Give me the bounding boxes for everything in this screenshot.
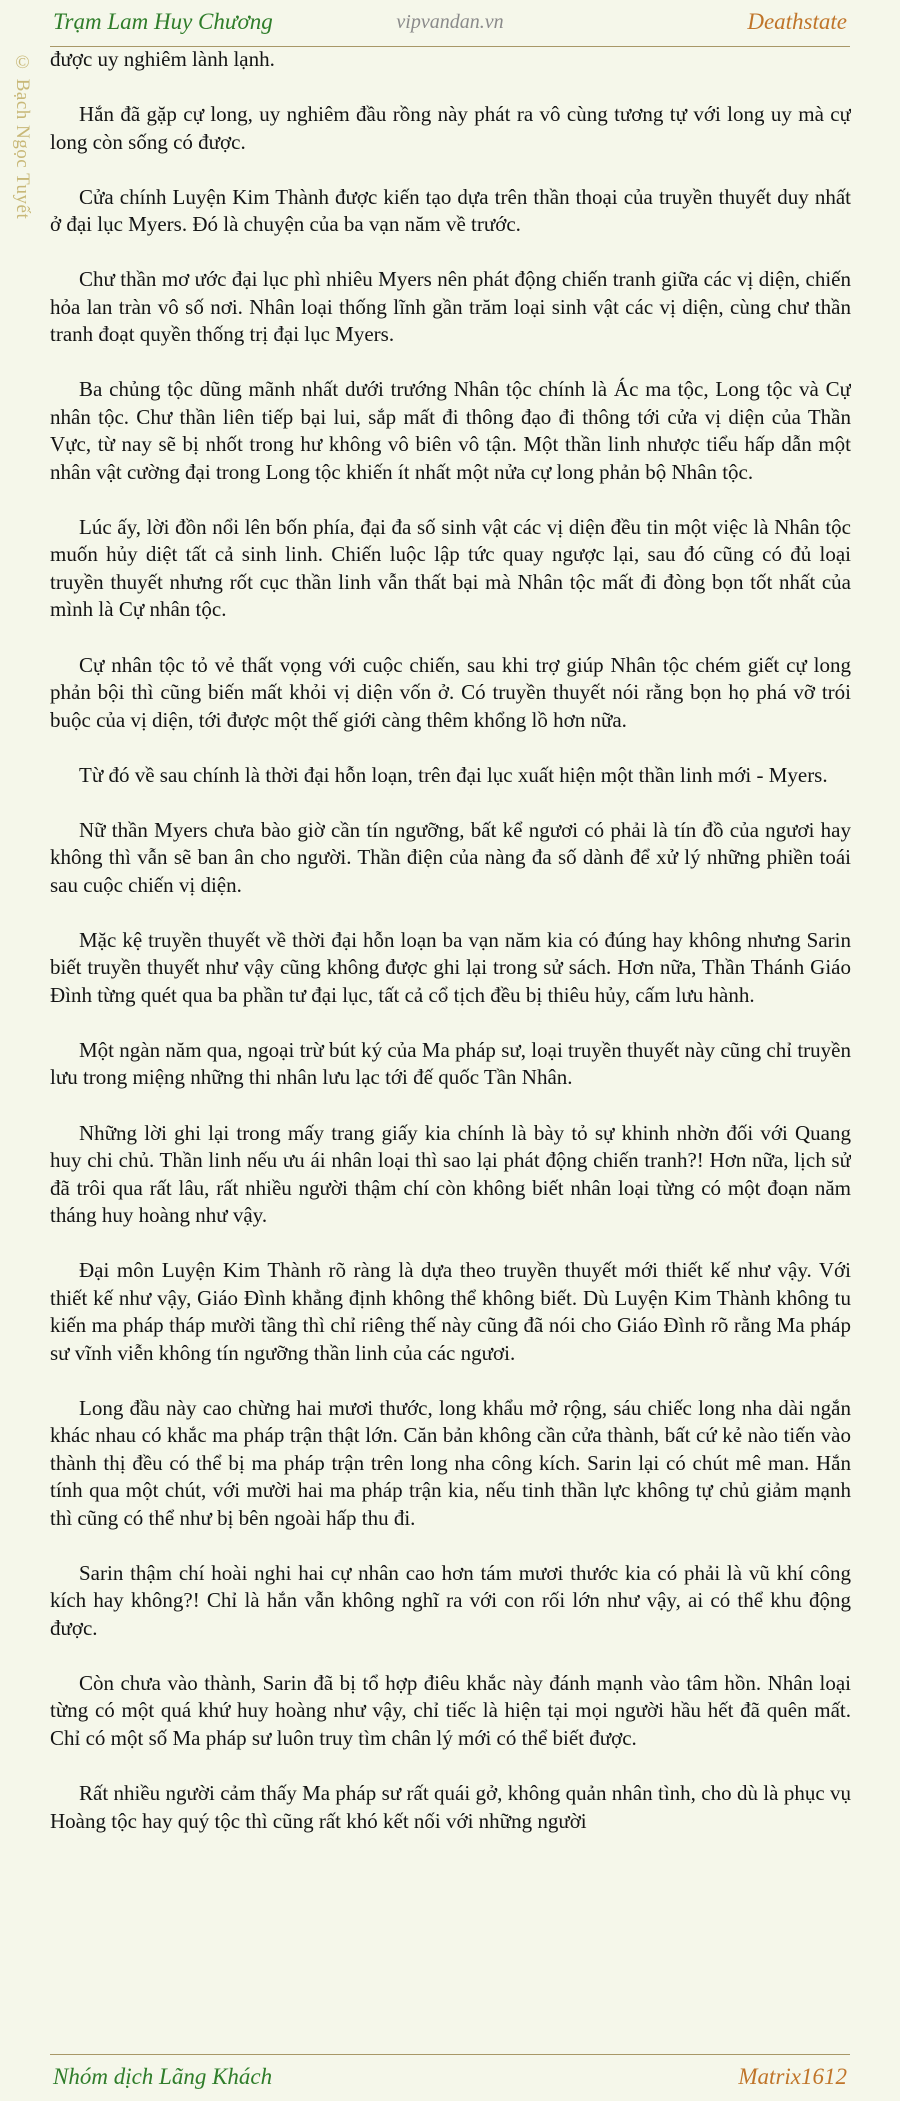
copyright-watermark: © Bạch Ngọc Tuyết [12,52,33,220]
footer-editor: Matrix1612 [738,2064,847,2089]
paragraph-14: Long đầu này cao chừng hai mươi thước, long khẩu mở rộng, sáu chiếc long nha dài ngắn khác nhau có khắc ma pháp trận thật lớn. Căn bản không cần cửa thành, bất cứ kẻ nào tiến vào thành thị đều có thể bị ma pháp trận trên long nha công kích. Sarin lại có chút mê man. Hắn tính qua một chút, với mười hai ma pháp trận kia, nếu tinh thần lực không tự chủ giảm mạnh thì cũng có thể như bị bên ngoài hấp thu đi. [50,1395,851,1530]
paragraph-4: Chư thần mơ ước đại lục phì nhiêu Myers nên phát động chiến tranh giữa các vị diện, chiến hỏa lan tràn vô số nơi. Nhân loại thống lĩnh gần trăm loại sinh vật các vị diện, cùng chư thần tranh đoạt quyền thống trị đại lục Myers. [50,267,851,347]
page-footer [50,2054,850,2101]
paragraph-16: Còn chưa vào thành, Sarin đã bị tổ hợp điêu khắc này đánh mạnh vào tâm hồn. Nhân loại từng có một quá khứ huy hoàng như vậy, chỉ tiếc là hiện tại mọi người hầu hết đã quên mất. Chỉ có một số Ma pháp sư luôn truy tìm chân lý mới có thể biết được. [50,1670,851,1750]
paragraph-13: Đại môn Luyện Kim Thành rõ ràng là dựa theo truyền thuyết mới thiết kế như vậy. Với thiết kế như vậy, Giáo Đình khẳng định không thể không biết. Dù Luyện Kim Thành không tu kiến ma pháp tháp mười tầng thì chỉ riêng thế này cũng đã nói cho Giáo Đình rõ rằng Ma pháp sư vĩnh viễn không tín ngưỡng thần linh của các ngươi. [50,1258,851,1365]
page-header [50,0,850,47]
header-book-title: Trạm Lam Huy Chương [53,9,273,34]
paragraph-7: Cự nhân tộc tỏ vẻ thất vọng với cuộc chiến, sau khi trợ giúp Nhân tộc chém giết cự long phản bội thì cũng biến mất khỏi vị diện vốn ở. Có truyền thuyết nói rằng bọn họ phá vỡ trói buộc của vị diện, tới được một thế giới càng thêm khổng lồ hơn nữa. [50,652,851,732]
paragraph-9: Nữ thần Myers chưa bào giờ cần tín ngưỡng, bất kể ngươi có phải là tín đồ của ngươi hay không thì vẫn sẽ ban ân cho người. Thần điện của nàng đa số dành để xử lý những phiền toái sau cuộc chiến vị diện. [50,817,851,897]
paragraph-10: Mặc kệ truyền thuyết về thời đại hỗn loạn ba vạn năm kia có đúng hay không nhưng Sarin biết truyền thuyết như vậy cũng không được ghi lại trong sử sách. Hơn nữa, Thần Thánh Giáo Đình từng quét qua ba phần tư đại lục, tất cả cổ tịch đều bị thiêu hủy, cấm lưu hành. [50,927,851,1007]
paragraph-5: Ba chủng tộc dũng mãnh nhất dưới trướng Nhân tộc chính là Ác ma tộc, Long tộc và Cự nhân tộc. Chư thần liên tiếp bại lui, sắp mất đi thông đạo đi thông tới cửa vị diện của Thần Vực, từ nay sẽ bị nhốt trong hư không vô biên vô tận. Một thần linh nhược tiểu hấp dẫn một nhân vật cường đại trong Long tộc khiến ít nhất một nửa cự long phản bộ Nhân tộc. [50,377,851,484]
chapter-body [50,46,851,2041]
paragraph-15: Sarin thậm chí hoài nghi hai cự nhân cao hơn tám mươi thước kia có phải là vũ khí công kích hay không?! Chỉ là hắn vẫn không nghĩ ra với con rối lớn như vậy, ai có thể khu động được. [50,1560,851,1640]
paragraph-17: Rất nhiều người cảm thấy Ma pháp sư rất quái gở, không quản nhân tình, cho dù là phục vụ Hoàng tộc hay quý tộc thì cũng rất khó kết nối với những người [50,1781,851,1833]
header-site-url: vipvandan.vn [396,11,504,33]
paragraph-12: Những lời ghi lại trong mấy trang giấy kia chính là bày tỏ sự khinh nhờn đối với Quang huy chi chủ. Thần linh nếu ưu ái nhân loại thì sao lại phát động chiến tranh?! Hơn nữa, lịch sử đã trôi qua rất lâu, rất nhiều người thậm chí còn không biết nhân loại từng có một đoạn năm tháng huy hoàng như vậy. [50,1120,851,1228]
paragraph-3: Cửa chính Luyện Kim Thành được kiến tạo dựa trên thần thoại của truyền thuyết duy nhất ở đại lục Myers. Đó là chuyện của ba vạn năm về trước. [50,184,851,237]
paragraph-8: Từ đó về sau chính là thời đại hỗn loạn, trên đại lục xuất hiện một thần linh mới - Myers. [79,762,828,787]
footer-translator-group: Nhóm dịch Lãng Khách [53,2064,273,2089]
paragraph-6: Lúc ấy, lời đồn nổi lên bốn phía, đại đa số sinh vật các vị diện đều tin một việc là Nhân tộc muốn hủy diệt tất cả sinh linh. Chiến luộc lập tức quay ngược lại, sau đó cũng có đủ loại truyền thuyết nhưng rốt cục thần linh vẫn thất bại mà Nhân tộc mất đi đòng bọn tốt nhất của mình là Cự nhân tộc. [50,514,851,622]
paragraph-2: Hắn đã gặp cự long, uy nghiêm đầu rồng này phát ra vô cùng tương tự với long uy mà cự long còn sống có được. [50,102,851,154]
copyright-sidebar [11,52,41,252]
header-author: Deathstate [747,9,847,34]
paragraph-11: Một ngàn năm qua, ngoại trừ bút ký của Ma pháp sư, loại truyền thuyết này cũng chỉ truyền lưu trong miệng những thi nhân lưu lạc tới đế quốc Tần Nhân. [50,1037,851,1090]
paragraph-1: được uy nghiêm lành lạnh. [50,47,275,71]
